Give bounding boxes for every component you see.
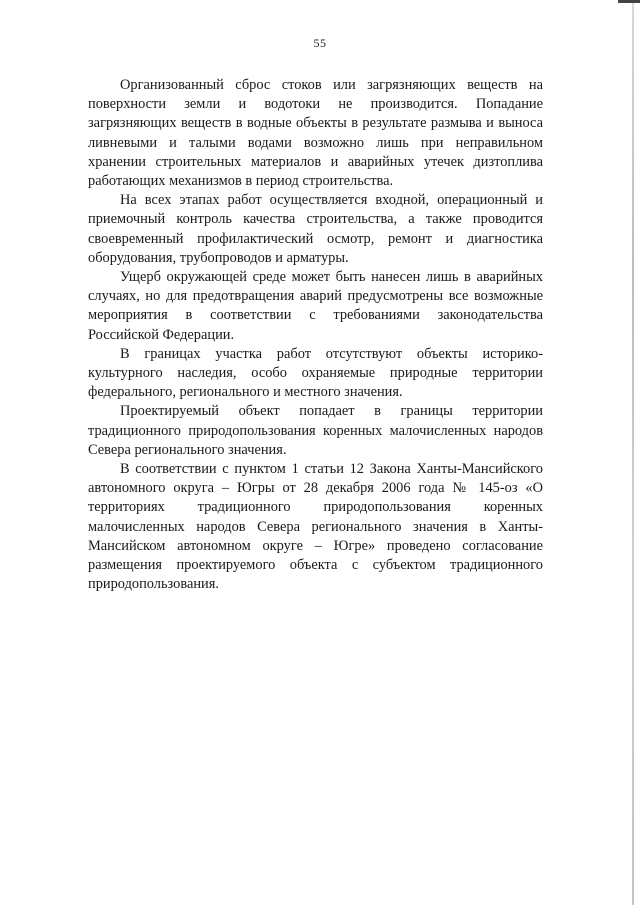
scan-edge-mark (618, 0, 640, 3)
paragraph-quality-control: На всех этапах работ осуществляется входной, операционный и приемочный контроль качества строительства, а также проводится своевременный профилактический осмотр, ремонт и диагностика оборудования, трубопроводов и арматуры. (88, 192, 543, 266)
paragraph-law-reference: В соответствии с пунктом 1 статьи 12 Закона Ханты-Мансийского автономного округа – Югры от 28 декабря 2006 года № 145-оз «О территориях традиционного природопользования коренных малочисленных народов Севера регионального значения в Ханты-Мансийском автономном округе – Югре» проведено согласование размещения проектируемого объекта с субъектом традиционного природопользования. (88, 461, 543, 593)
document-body (88, 76, 543, 594)
paragraph-cultural-heritage: В границах участка работ отсутствуют объекты историко-культурного наследия, особо охраняемые природные территории федерального, регионального и местного значения. (88, 345, 543, 401)
page-number: 55 (313, 36, 327, 50)
paragraph-runoff: Организованный сброс стоков или загрязняющих веществ на поверхности земли и водотоки не производится. Попадание загрязняющих веществ в водные объекты в результате размыва и выноса ливневыми и талыми водами возможно лишь при неправильном хранении строительных материалов и аварийных утечек дизтоплива работающих механизмов в период строительства. (88, 77, 543, 190)
scan-edge-line (632, 0, 634, 905)
paragraph-traditional-territory: Проектируемый объект попадает в границы территории традиционного природопользования коренных малочисленных народов Севера регионального значения. (88, 403, 543, 458)
paragraph-environmental-damage: Ущерб окружающей среде может быть нанесен лишь в аварийных случаях, но для предотвращения аварий предусмотрены все возможные мероприятия в соответствии с требованиями законодательства Российской Федерации. (88, 269, 543, 343)
